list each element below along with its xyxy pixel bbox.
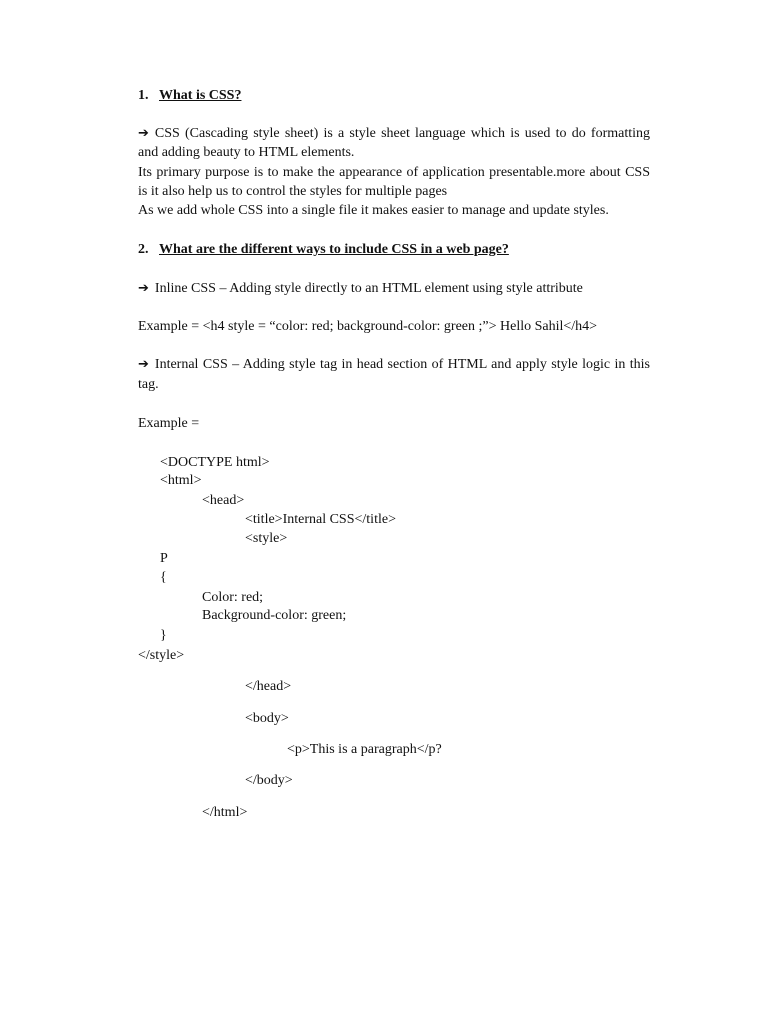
code-html-open: <html> — [160, 473, 202, 488]
section-2-number: 2. — [138, 242, 149, 257]
code-head-close: </head> — [245, 679, 292, 694]
code-background-rule: Background-color: green; — [202, 608, 347, 623]
code-brace-open: { — [160, 570, 167, 585]
section-2-heading — [138, 241, 509, 259]
inline-css-description: ➔ Inline CSS – Adding style directly to an HTML element using style attribute — [138, 281, 583, 296]
css-single-file-line: As we add whole CSS into a single file it makes easier to manage and update styles. — [138, 203, 609, 218]
section-1-heading — [138, 87, 241, 105]
section-1-number: 1. — [138, 88, 149, 103]
code-html-close: </html> — [202, 805, 248, 820]
arrow-right-icon: ➔ — [138, 357, 149, 372]
code-body-close: </body> — [245, 773, 293, 788]
inline-css-example: Example = <h4 style = “color: red; background-color: green ;”> Hello Sahil</h4> — [138, 319, 598, 334]
internal-css-example-label: Example = — [138, 416, 200, 431]
internal-css-description-line-2: tag. — [138, 377, 159, 392]
code-selector: P — [160, 551, 168, 566]
section-1-title: What is CSS? — [159, 88, 242, 103]
code-style-open: <style> — [245, 531, 288, 546]
arrow-right-icon: ➔ — [138, 126, 149, 141]
section-2-title: What are the different ways to include CSS in a web page? — [159, 242, 509, 257]
code-head-open: <head> — [202, 493, 245, 508]
css-purpose-line-2: is it also help us to control the styles for multiple pages — [138, 184, 448, 199]
code-color-rule: Color: red; — [202, 590, 264, 605]
css-purpose-line-1: Its primary purpose is to make the appearance of application presentable.more about CSS — [138, 165, 650, 180]
code-body-open: <body> — [245, 711, 289, 726]
code-title: <title>Internal CSS</title> — [245, 512, 396, 527]
code-paragraph: <p>This is a paragraph</p? — [287, 742, 442, 757]
code-brace-close: } — [160, 628, 167, 643]
internal-css-description-line-1: ➔ Internal CSS – Adding style tag in head section of HTML and apply style logic in this — [138, 357, 650, 372]
css-definition-line-1: ➔ CSS (Cascading style sheet) is a style sheet language which is used to do formatting — [138, 126, 650, 141]
css-definition-line-2: and adding beauty to HTML elements. — [138, 145, 355, 160]
code-doctype: <DOCTYPE html> — [160, 455, 270, 470]
code-style-close: </style> — [138, 648, 185, 663]
arrow-right-icon: ➔ — [138, 281, 149, 296]
